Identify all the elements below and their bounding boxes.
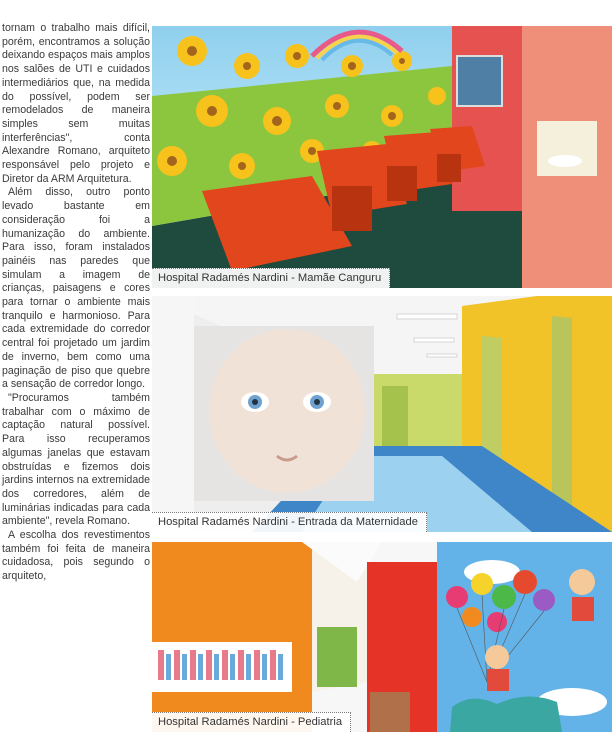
article-text-column xyxy=(0,22,150,584)
photo-entrada-maternidade xyxy=(152,296,612,532)
article-paragraph: A escolha dos revestimentos também foi feita de maneira cuidadosa, pois segundo o arquiteto, xyxy=(2,529,150,583)
recliner-room-illustration xyxy=(152,26,612,288)
photo-caption: Hospital Radamés Nardini - Mamãe Canguru xyxy=(152,268,390,288)
article-paragraph: tornam o trabalho mais difícil, porém, encontramos a solução deixando espaços mais amplos nos salões de UTI e cuidados intermediários que, na medida do possível, podem ser remodelados de maneira simples sem muitas interferências", conta Alexandre Romano, arquiteto responsável pelo projeto e Diretor da ARM Arquitetura. xyxy=(2,22,150,185)
photo-pediatria xyxy=(152,542,612,732)
article-paragraph: "Procuramos também trabalhar com o máximo de captação natural possível. Para isso recuperamos algumas janelas que estavam obstruídas e fizemos dois jardins internos na extremidade dos corredores, além de luminárias indicadas para cada ambiente", revela Romano. xyxy=(2,391,150,528)
maternity-corridor-illustration xyxy=(152,296,612,532)
photo-caption: Hospital Radamés Nardini - Entrada da Maternidade xyxy=(152,512,427,532)
photo-caption: Hospital Radamés Nardini - Pediatria xyxy=(152,712,351,732)
photo-mamae-canguru xyxy=(152,26,612,288)
pediatric-room-illustration xyxy=(152,542,612,732)
article-paragraph: Além disso, outro ponto levado bastante em consideração foi a humanização do ambiente. Para isso, foram instalados painéis nas paredes que simulam a imagem de crianças, paisagens e cores para tornar o ambiente mais tranquilo e harmonioso. Para cada extremidade do corredor central foi projetado um jardim de inverno, bem como uma paginação de piso que quebre a sensação de corredor longo. xyxy=(2,186,150,391)
